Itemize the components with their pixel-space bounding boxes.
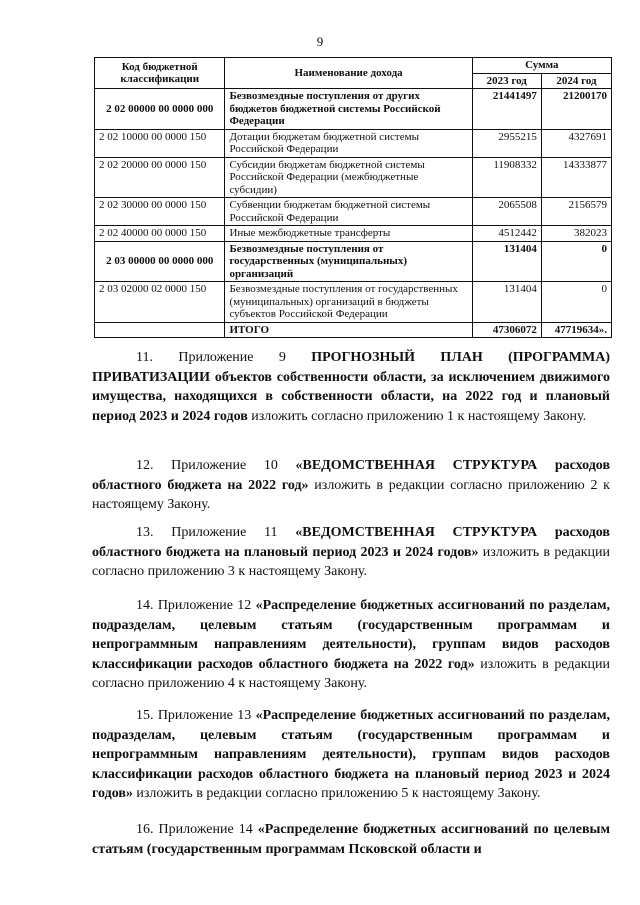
paragraph-11 bbox=[92, 348, 610, 426]
paragraph-bold: «Распределение бюджетных ассигнований по разделам, подразделам, целевым статьям (государственным программам и непрограммным направлениям деятельности), группам видов расходов классификации расходов областного бюджета на плановый период 2023 и 2024 годов» bbox=[92, 708, 610, 802]
code-cell: 2 02 40000 00 0000 150 bbox=[95, 226, 225, 242]
name-cell: Безвозмездные поступления от государственных (муниципальных) организаций bbox=[225, 241, 472, 282]
revenue-table bbox=[94, 57, 612, 338]
header-code: Код бюджетной классификации bbox=[95, 58, 225, 89]
total-2023: 47306072 bbox=[472, 322, 541, 338]
code-cell: 2 03 02000 02 0000 150 bbox=[95, 282, 225, 323]
value-2023-cell: 2065508 bbox=[472, 198, 541, 226]
table-row bbox=[95, 282, 612, 323]
total-2024: 47719634». bbox=[541, 322, 611, 338]
value-2023-cell: 131404 bbox=[472, 282, 541, 323]
paragraph-bold: «ВЕДОМСТВЕННАЯ СТРУКТУРА расходов областного бюджета на плановый период 2023 и 2024 годов» bbox=[92, 525, 610, 560]
paragraph-bold: «Распределение бюджетных ассигнований по целевым статьям (государственным программам Псковской области и bbox=[92, 822, 611, 857]
paragraph-tail: изложить в редакции согласно приложению 5 к настоящему Закону. bbox=[132, 786, 541, 802]
page-number: 9 bbox=[316, 34, 324, 49]
code-cell: 2 02 20000 00 0000 150 bbox=[95, 157, 225, 198]
paragraph-tail: изложить в редакции согласно приложению 3 к настоящему Закону. bbox=[92, 544, 611, 580]
total-empty-cell bbox=[95, 322, 225, 338]
code-cell: 2 02 00000 00 0000 000 bbox=[95, 89, 225, 130]
paragraph-lead: 16. Приложение 14 bbox=[136, 822, 258, 837]
header-year-2024: 2024 год bbox=[541, 73, 611, 89]
table-row bbox=[95, 198, 612, 226]
name-cell: Безвозмездные поступления от других бюджетов бюджетной системы Российской Федерации bbox=[225, 89, 472, 130]
value-2024-cell: 14333877 bbox=[541, 157, 611, 198]
paragraph-bold: «Распределение бюджетных ассигнований по разделам, подразделам, целевым статьям (государственным программам и непрограммным направлениям деятельности), группам видов расходов классификации расходов областного бюджета на 2022 год» bbox=[92, 598, 610, 672]
name-cell: Субвенции бюджетам бюджетной системы Российской Федерации bbox=[225, 198, 472, 226]
value-2024-cell: 21200170 bbox=[541, 89, 611, 130]
paragraph-tail: изложить в редакции согласно приложению 2 к настоящему Закону. bbox=[92, 477, 610, 513]
total-label: ИТОГО bbox=[225, 322, 472, 338]
header-name: Наименование дохода bbox=[225, 58, 472, 89]
value-2024-cell: 0 bbox=[541, 241, 611, 282]
table-row bbox=[95, 129, 612, 157]
table-body bbox=[95, 89, 612, 338]
paragraph-15 bbox=[92, 706, 610, 804]
name-cell: Иные межбюджетные трансферты bbox=[225, 226, 472, 242]
value-2023-cell: 131404 bbox=[472, 241, 541, 282]
paragraph-tail: изложить в редакции согласно приложению 4 к настоящему Закону. bbox=[92, 656, 610, 692]
table-row bbox=[95, 157, 612, 198]
paragraph-16 bbox=[92, 820, 610, 859]
value-2024-cell: 0 bbox=[541, 282, 611, 323]
table-row bbox=[95, 226, 612, 242]
table-total-row bbox=[95, 322, 612, 338]
value-2024-cell: 382023 bbox=[541, 226, 611, 242]
name-cell: Дотации бюджетам бюджетной системы Российской Федерации bbox=[225, 129, 472, 157]
paragraph-tail: изложить согласно приложению 1 к настоящему Закону. bbox=[247, 408, 587, 424]
value-2023-cell: 21441497 bbox=[472, 89, 541, 130]
value-2023-cell: 4512442 bbox=[472, 226, 541, 242]
name-cell: Субсидии бюджетам бюджетной системы Российской Федерации (межбюджетные субсидии) bbox=[225, 157, 472, 198]
paragraph-lead: 12. Приложение 10 bbox=[136, 458, 296, 473]
paragraph-13 bbox=[92, 523, 610, 582]
table-row bbox=[95, 89, 612, 130]
table-row bbox=[95, 241, 612, 282]
header-sum: Сумма bbox=[472, 58, 611, 74]
value-2024-cell: 2156579 bbox=[541, 198, 611, 226]
paragraph-lead: 14. Приложение 12 bbox=[136, 598, 256, 613]
paragraph-12 bbox=[92, 456, 610, 515]
paragraph-lead: 15. Приложение 13 bbox=[136, 708, 256, 723]
code-cell: 2 02 10000 00 0000 150 bbox=[95, 129, 225, 157]
header-year-2023: 2023 год bbox=[472, 73, 541, 89]
value-2023-cell: 2955215 bbox=[472, 129, 541, 157]
paragraph-lead: 13. Приложение 11 bbox=[136, 525, 296, 540]
value-2024-cell: 4327691 bbox=[541, 129, 611, 157]
table-header-row bbox=[95, 58, 612, 74]
value-2023-cell: 11908332 bbox=[472, 157, 541, 198]
paragraph-lead: 11. Приложение 9 bbox=[136, 350, 312, 365]
paragraph-bold: ПРОГНОЗНЫЙ ПЛАН (ПРОГРАММА) ПРИВАТИЗАЦИИ объектов собственности области, за исключением движимого имущества, находящихся в собственности области, на 2022 год и плановый период 2023 и 2024 годов bbox=[92, 350, 611, 424]
paragraph-bold: «ВЕДОМСТВЕННАЯ СТРУКТУРА расходов областного бюджета на 2022 год» bbox=[92, 458, 610, 493]
code-cell: 2 02 30000 00 0000 150 bbox=[95, 198, 225, 226]
name-cell: Безвозмездные поступления от государственных (муниципальных) организаций в бюджеты субъектов Российской Федерации bbox=[225, 282, 472, 323]
paragraph-14 bbox=[92, 596, 610, 694]
code-cell: 2 03 00000 00 0000 000 bbox=[95, 241, 225, 282]
